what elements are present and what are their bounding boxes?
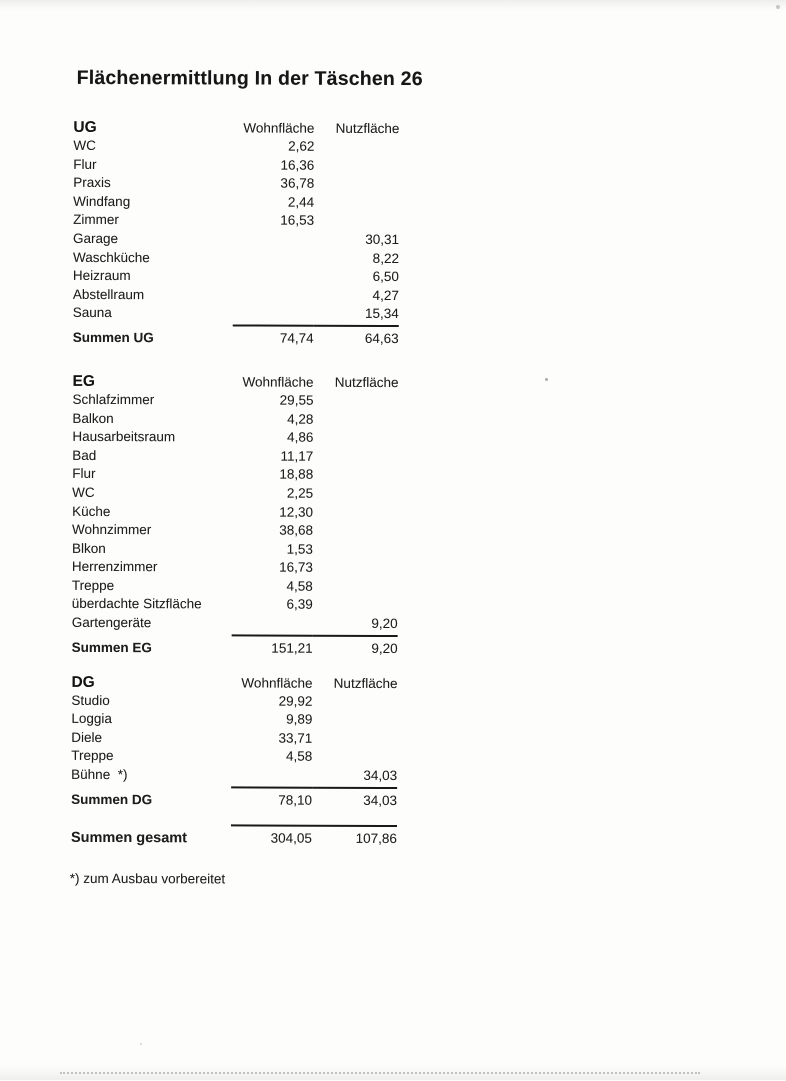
column-header-nutzflaeche: Nutzfläche bbox=[312, 673, 397, 692]
room-label: Sauna bbox=[73, 304, 233, 323]
room-label: WC bbox=[73, 137, 233, 156]
section-sum-row bbox=[71, 786, 397, 809]
table-row bbox=[71, 692, 397, 712]
room-label: Küche bbox=[72, 502, 232, 521]
grand-total-wohnflaeche-value: 304,05 bbox=[231, 824, 312, 847]
column-header-nutzflaeche: Nutzfläche bbox=[314, 373, 399, 392]
wohnflaeche-value: 4,58 bbox=[231, 748, 312, 767]
section-title: EG bbox=[73, 372, 233, 392]
grand-total-nutzflaeche-value: 107,86 bbox=[312, 824, 397, 847]
nutzflaeche-value: 34,03 bbox=[312, 767, 397, 786]
scan-noise-top bbox=[0, 0, 786, 10]
table-row bbox=[72, 558, 398, 578]
table-row bbox=[73, 286, 399, 306]
grand-total-row bbox=[71, 824, 397, 847]
section-header-row bbox=[71, 673, 397, 693]
room-label: überdachte Sitzfläche bbox=[72, 595, 232, 614]
room-label: Treppe bbox=[71, 747, 231, 766]
floor-section bbox=[73, 118, 400, 347]
table-row bbox=[73, 267, 399, 287]
room-label: Blkon bbox=[72, 540, 232, 559]
sum-label: Summen DG bbox=[71, 790, 231, 810]
nutzflaeche-value: 15,34 bbox=[314, 305, 399, 324]
column-header-wohnflaeche: Wohnfläche bbox=[231, 673, 312, 692]
scan-artifact-line bbox=[60, 1072, 700, 1074]
sum-label: Summen EG bbox=[72, 638, 232, 658]
room-label: Hausarbeitsraum bbox=[72, 428, 232, 447]
table-row bbox=[73, 211, 399, 231]
page-title: Flächenermittlung In der Täschen 26 bbox=[77, 67, 423, 91]
wohnflaeche-value: 33,71 bbox=[231, 729, 312, 748]
table-row bbox=[71, 710, 397, 730]
scan-speck bbox=[776, 5, 780, 9]
footnote: *) zum Ausbau vorbereitet bbox=[70, 871, 225, 887]
table-row bbox=[73, 155, 399, 175]
wohnflaeche-value: 4,86 bbox=[232, 429, 313, 448]
section-rows bbox=[73, 137, 400, 324]
table-row bbox=[72, 577, 398, 597]
table-row bbox=[72, 391, 398, 411]
table-row bbox=[72, 409, 398, 429]
table-row bbox=[72, 595, 398, 615]
nutzflaeche-value: 30,31 bbox=[314, 231, 399, 250]
column-header-wohnflaeche: Wohnfläche bbox=[233, 118, 314, 137]
room-label: Schlafzimmer bbox=[72, 391, 232, 410]
wohnflaeche-value: 6,39 bbox=[232, 596, 313, 615]
room-label: Studio bbox=[71, 692, 231, 711]
wohnflaeche-value: 2,25 bbox=[232, 484, 313, 503]
wohnflaeche-value: 16,36 bbox=[233, 156, 314, 175]
room-label: Waschküche bbox=[73, 248, 233, 267]
section-rows bbox=[72, 391, 399, 634]
table-row bbox=[73, 248, 399, 268]
table-row bbox=[72, 502, 398, 522]
wohnflaeche-value: 16,53 bbox=[233, 212, 314, 231]
room-label: Flur bbox=[72, 465, 232, 484]
nutzflaeche-value: 9,20 bbox=[313, 615, 398, 634]
column-header-nutzflaeche: Nutzfläche bbox=[314, 119, 399, 138]
sum-nutzflaeche-value: 64,63 bbox=[314, 325, 399, 348]
sum-wohnflaeche-value: 151,21 bbox=[232, 634, 313, 657]
wohnflaeche-value: 11,17 bbox=[232, 447, 313, 466]
wohnflaeche-value: 29,55 bbox=[232, 391, 313, 410]
wohnflaeche-value: 36,78 bbox=[233, 175, 314, 194]
floor-section bbox=[71, 673, 397, 809]
section-title: DG bbox=[71, 673, 231, 693]
table-row bbox=[71, 729, 397, 749]
room-label: Bühne *) bbox=[71, 766, 231, 785]
table-row bbox=[73, 174, 399, 194]
room-label: Praxis bbox=[73, 174, 233, 193]
room-label: Balkon bbox=[72, 409, 232, 428]
room-label: Windfang bbox=[73, 193, 233, 212]
room-label: Treppe bbox=[72, 577, 232, 596]
table-row bbox=[72, 521, 398, 541]
column-header-wohnflaeche: Wohnfläche bbox=[233, 372, 314, 391]
section-sum-row bbox=[72, 634, 398, 657]
room-label: Heizraum bbox=[73, 267, 233, 286]
table-row bbox=[71, 766, 397, 786]
sum-wohnflaeche-value: 74,74 bbox=[233, 324, 314, 347]
wohnflaeche-value: 38,68 bbox=[232, 522, 313, 541]
room-label: Loggia bbox=[71, 710, 231, 729]
table-row bbox=[73, 304, 399, 324]
wohnflaeche-value: 9,89 bbox=[231, 711, 312, 730]
section-header-row bbox=[73, 372, 399, 392]
table-row bbox=[72, 540, 398, 560]
nutzflaeche-value: 8,22 bbox=[314, 249, 399, 268]
table-row bbox=[72, 614, 398, 634]
section-title: UG bbox=[73, 118, 233, 138]
table-row bbox=[73, 137, 399, 157]
room-label: Flur bbox=[73, 155, 233, 174]
sections-host bbox=[71, 118, 399, 809]
wohnflaeche-value: 18,88 bbox=[232, 466, 313, 485]
wohnflaeche-value: 2,62 bbox=[233, 137, 314, 156]
floor-section bbox=[72, 372, 399, 657]
room-label: Wohnzimmer bbox=[72, 521, 232, 540]
wohnflaeche-value: 16,73 bbox=[232, 559, 313, 578]
sum-nutzflaeche-value: 34,03 bbox=[312, 786, 397, 809]
wohnflaeche-value: 1,53 bbox=[232, 540, 313, 559]
wohnflaeche-value: 12,30 bbox=[232, 503, 313, 522]
table-row bbox=[72, 447, 398, 467]
wohnflaeche-value: 29,92 bbox=[231, 692, 312, 711]
table-row bbox=[73, 230, 399, 250]
table-row bbox=[72, 484, 398, 504]
table-row bbox=[71, 747, 397, 767]
room-label: Bad bbox=[72, 447, 232, 466]
wohnflaeche-value: 4,58 bbox=[232, 577, 313, 596]
section-rows bbox=[71, 692, 397, 786]
scan-speck bbox=[140, 1043, 142, 1045]
area-table bbox=[71, 118, 400, 847]
nutzflaeche-value: 4,27 bbox=[314, 286, 399, 305]
table-row bbox=[72, 428, 398, 448]
section-sum-row bbox=[73, 324, 399, 347]
room-label: Garage bbox=[73, 230, 233, 249]
section-header-row bbox=[73, 118, 399, 138]
room-label: Zimmer bbox=[73, 211, 233, 230]
scan-speck bbox=[545, 378, 548, 381]
sum-label: Summen UG bbox=[73, 328, 233, 348]
nutzflaeche-value: 6,50 bbox=[314, 268, 399, 287]
grand-total-label: Summen gesamt bbox=[71, 829, 231, 849]
table-row bbox=[72, 465, 398, 485]
sum-wohnflaeche-value: 78,10 bbox=[231, 786, 312, 809]
room-label: Gartengeräte bbox=[72, 614, 232, 633]
room-label: WC bbox=[72, 484, 232, 503]
wohnflaeche-value: 4,28 bbox=[232, 410, 313, 429]
room-label: Diele bbox=[71, 729, 231, 748]
room-label: Abstellraum bbox=[73, 286, 233, 305]
room-label: Herrenzimmer bbox=[72, 558, 232, 577]
wohnflaeche-value: 2,44 bbox=[233, 193, 314, 212]
table-row bbox=[73, 193, 399, 213]
sum-nutzflaeche-value: 9,20 bbox=[313, 634, 398, 657]
